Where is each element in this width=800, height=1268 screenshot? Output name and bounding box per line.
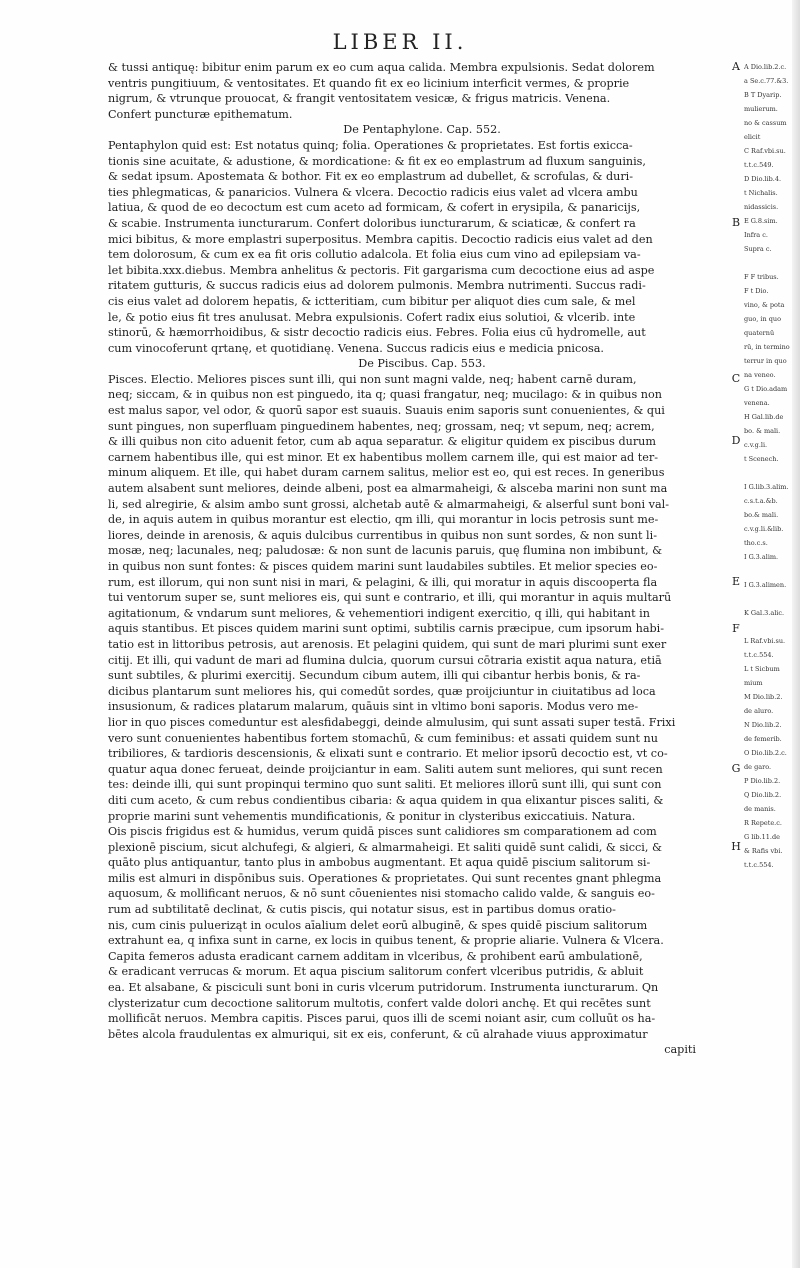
margin-note: t.t.c.549.: [744, 161, 774, 169]
margin-note: H Gal.lib.de: [744, 413, 784, 421]
text-line: & eradicant verrucas & morum. Et aqua piscium salitorum confert vlceribus putridis, & abluit: [108, 965, 644, 979]
margin-note: nidassicis.: [744, 203, 779, 211]
margin-note: bo. & mali.: [744, 427, 781, 435]
text-line: & sedat ipsum. Apostemata & bothor. Fit ex eo emplastrum ad dubellet, & scrofulas, & duri-: [108, 170, 634, 184]
text-line: milis est almuri in dispōnibus suis. Operationes & proprietates. Qui sunt recentes gnant phlegma: [108, 871, 662, 885]
margin-note: [744, 592, 796, 606]
margin-note: c.s.t.a.&b.: [744, 497, 778, 505]
margin-letter: C: [731, 372, 741, 385]
text-line: proprie marini sunt vehementis mundificationis, & ponitur in clysteribus exiccatiuis. Natura.: [108, 809, 636, 823]
margin-note: P Dio.lib.2.: [744, 777, 781, 785]
text-line: agitationum, & vndarum sunt meliores, & vehementiori indigent exercitio, q illi, qui habitant in: [108, 606, 650, 620]
margin-note: [744, 466, 796, 480]
text-line: Confert puncturæ epithematum.: [108, 107, 293, 121]
text-line: & scabie. Instrumenta iuncturarum. Confert doloribus iuncturarum, & sciaticæ, & confert ra: [108, 216, 636, 230]
margin-note: mulierum.: [744, 105, 778, 113]
text-line: cum vinocoferunt qrtanę, et quotidianę. Venena. Succus radicis eius e medicia pnicosa.: [108, 341, 604, 355]
text-line: carnem habentibus ille, qui est minor. Et ex habentibus mollem carnem ille, qui est maior ad ter-: [108, 450, 658, 464]
margin-note: rū, in termino: [744, 343, 790, 351]
margin-note: D Dio.lib.4.: [744, 175, 782, 183]
margin-note: t.t.c.554.: [744, 861, 774, 869]
margin-note: terrur in quo: [744, 357, 787, 365]
margin-note: t Scenech.: [744, 455, 779, 463]
margin-note: F t Dio.: [744, 287, 769, 295]
catchword: capiti: [664, 1043, 696, 1057]
margin-note: vino, & pota: [744, 301, 785, 309]
text-line: autem alsabent sunt meliores, deinde albeni, post ea almarmaheigi, & alsceba marini non sunt ma: [108, 482, 668, 496]
text-line: plexionē piscium, sicut alchufegi, & algieri, & almarmaheigi. Et saliti quidē sunt calidi, & sicci, &: [108, 840, 662, 854]
margin-note: M Dio.lib.2.: [744, 693, 783, 701]
margin-note: de aluro.: [744, 707, 774, 715]
margin-note: t Nichalis.: [744, 189, 778, 197]
margin-note: c.v.g.li.&lib.: [744, 525, 784, 533]
text-line: bētes alcola fraudulentas ex almuriqui, sit ex eis, conferunt, & cū alrahade viuus approximatur: [108, 1027, 648, 1041]
margin-note: Infra c.: [744, 231, 768, 239]
text-line: diti cum aceto, & cum rebus condientibus cibaria: & aqua quidem in qua elixantur pisces saliti, &: [108, 793, 664, 807]
text-line: rum ad subtilitatē declinat, & cutis piscis, qui notatur sisus, est in partibus domus oratio-: [108, 903, 616, 917]
margin-note: N Dio.lib.2.: [744, 721, 782, 729]
text-line: le, & potio eius fit tres anulusat. Mebra expulsionis. Cofert radix eius solutioi, & vlcerib. inte: [108, 310, 636, 324]
text-line: & tussi antiquę: bibitur enim parum ex eo cum aqua calida. Membra expulsionis. Sedat dolorem: [108, 61, 655, 74]
text-line: tem dolorosum, & cum ex ea fit oris collutio adalcola. Et folia eius cum vino ad epilepsiam va-: [108, 248, 641, 262]
text-line: quāto plus antiquantur, tanto plus in ambobus augmentant. Et aqua quidē piscium salitorum si-: [108, 856, 651, 870]
margin-note: venena.: [744, 399, 770, 407]
text-line: Pentaphylon quid est: Est notatus quinq; folia. Operationes & proprietates. Est fortis exicca-: [108, 138, 633, 152]
margin-note: & Rafis vbi.: [744, 847, 783, 855]
text-line: & illi quibus non cito aduenit fetor, cum ab aqua separatur. & eligitur quidem ex piscibus durum: [108, 435, 656, 449]
page-edge: [792, 0, 800, 1268]
margin-note: B T Dyarip.: [744, 91, 782, 99]
text-line: aquis stantibus. Et pisces quidem marini sunt optimi, subtilis carnis præcipue, cum ipsorum habi-: [108, 622, 665, 636]
text-line: latiua, & quod de eo decoctum est cum aceto ad formicam, & cofert in erysipila, & panaricijs,: [108, 201, 641, 215]
text-line: quatur aqua donec ferueat, deinde proijciantur in eam. Saliti autem sunt meliores, qui sunt recen: [108, 762, 663, 776]
margin-note: [744, 620, 796, 634]
text-line: tes: deinde illi, qui sunt propinqui termino quo sunt saliti. Et meliores illorū sunt illi, qui sunt con: [108, 778, 662, 792]
margin-letter: G: [731, 762, 741, 775]
text-line: li, sed alregirie, & alsim ambo sunt grossi, alchetab autē & almarmaheigi, & alserful sunt boni val-: [108, 497, 669, 511]
text-block: [108, 60, 736, 1058]
text-line: extrahunt ea, q infixa sunt in carne, ex locis in quibus tenent, & proprie aliarie. Vulnera & Vlcera.: [108, 934, 664, 948]
margin-note: no & cassum: [744, 119, 787, 127]
text-line: let bibita.xxx.diebus. Membra anhelitus & pectoris. Fit gargarisma cum decoctione eius ad aspe: [108, 263, 655, 277]
text-line: De Piscibus. Cap. 553.: [358, 357, 486, 371]
margin-letter: E: [731, 574, 741, 588]
margin-note: Supra c.: [744, 245, 772, 253]
margin-note: de femerib.: [744, 735, 782, 743]
text-line: de, in aquis autem in quibus morantur est electio, qm illi, qui morantur in locis petrosis sunt me-: [108, 513, 659, 527]
text-line: cis eius valet ad dolorem hepatis, & ictteritiam, cum bibitur per aliquot dies cum sale, & mel: [108, 294, 636, 308]
margin-note: tho.c.s.: [744, 539, 768, 547]
text-line: citij. Et illi, qui vadunt de mari ad flumina dulcia, quorum cursui cōtraria existit aqua natura, etiā: [108, 653, 662, 667]
text-line: insusionum, & radices platarum malarum, quāuis sint in vltimo boni saporis. Modus vero me-: [108, 700, 639, 714]
text-line: ties phlegmaticas, & panaricios. Vulnera & vlcera. Decoctio radicis eius valet ad vlcera ambu: [108, 185, 638, 199]
text-line: nigrum, & vtrunque prouocat, & frangit ventositatem vesicæ, & frigus matricis. Venena.: [108, 92, 611, 106]
text-line: rum, est illorum, qui non sunt nisi in mari, & pelagini, & illi, qui moratur in aquis discooperta fla: [108, 575, 658, 589]
margin-note: c.v.g.li.: [744, 441, 768, 449]
margin-notes: [744, 60, 796, 872]
margin-note: t.t.c.554.: [744, 651, 774, 659]
text-line: sunt subtiles, & plurimi exercitij. Secundum cibum autem, illi qui cibantur herbis bonis, & ra-: [108, 669, 641, 683]
margin-note: L Raf.vbi.su.: [744, 637, 786, 645]
text-line: aquosum, & mollificant neruos, & nō sunt cōuenientes nisi stomacho calido valde, & sanguis eo-: [108, 887, 655, 901]
text-line: tui ventorum super se, sunt meliores eis, qui sunt e contrario, et illi, qui morantur in aquis multarū: [108, 591, 672, 605]
text-line: neq; siccam, & in quibus non est pinguedo, ita q; quasi frangatur, neq; mucilago: & in quibus non: [108, 388, 662, 402]
margin-note: bo.& mali.: [744, 511, 779, 519]
text-line: tatio est in littoribus petrosis, aut arenosis. Et pelagini quidem, qui sunt de mari plurimi sunt exer: [108, 637, 667, 651]
text-line: Ois piscis frigidus est & humidus, verum quidā pisces sunt calidiores sm comparationem ad com: [108, 825, 657, 839]
text-line: liores, deinde in arenosis, & aquis dulcibus currentibus in quibus non sunt sordes, & non sunt li-: [108, 528, 657, 542]
text-line: est malus sapor, vel odor, & quorū sapor est suauis. Suauis enim saporis sunt conuenientes, & qui: [108, 404, 665, 418]
margin-note: a Se.c.77.&3.: [744, 77, 789, 85]
margin-note: na veneo.: [744, 371, 776, 379]
margin-note: L t Sicbum: [744, 665, 780, 673]
text-line: lior in quo pisces comeduntur est alesfidabeggi, deinde almulusim, qui sunt assati super testā. Frixi: [108, 715, 676, 729]
margin-letter: H: [731, 840, 741, 853]
margin-note: R Repete.c.: [744, 819, 782, 827]
margin-note: elicit: [744, 133, 761, 141]
margin-note: O Dio.lib.2.c.: [744, 749, 787, 757]
text-line: in quibus non sunt fontes: & pisces quidem marini sunt laudabiles subtiles. Et melior species eo-: [108, 560, 658, 573]
text-line: clysterizatur cum decoctione salitorum multotis, confert valde dolori anchę. Et qui recētes sunt: [108, 996, 651, 1010]
text-line: ea. Et alsabane, & pisciculi sunt boni in curis vlcerum putridorum. Instrumenta iuncturarum. Qn: [108, 981, 659, 995]
text-line: stinorū, & hæmorrhoidibus, & sistr decoctio radicis eius. Febres. Folia eius cū hydromelle, aut: [108, 326, 646, 340]
margin-note: C Raf.vbi.su.: [744, 147, 786, 155]
margin-note: de garo.: [744, 763, 772, 771]
margin-note: mium: [744, 679, 763, 687]
text-line: tionis sine acuitate, & adustione, & mordicatione: & fit ex eo emplastrum ad fluxum sanguinis,: [108, 154, 646, 168]
margin-note: G t Dio.adam: [744, 385, 788, 393]
margin-note: G lib.11.de: [744, 833, 780, 841]
margin-letter: D: [731, 434, 741, 448]
margin-note: [744, 256, 796, 270]
margin-note: A Dio.lib.2.c.: [744, 63, 787, 71]
text-line: De Pentaphylone. Cap. 552.: [343, 123, 501, 137]
margin-note: [744, 564, 796, 578]
margin-note: de manis.: [744, 805, 776, 813]
text-line: dicibus plantarum sunt meliores his, qui comedūt sordes, quæ proijciuntur in ciuitatibus ad loca: [108, 684, 656, 698]
text-line: sunt pingues, non superfluam pinguedinem habentes, neq; grossam, neq; vt sepum, neq; acrem,: [108, 419, 655, 433]
margin-letter: B: [731, 216, 741, 229]
margin-note: F F tribus.: [744, 273, 779, 281]
margin-note: quaternū: [744, 329, 775, 337]
margin-note: K Gal.3.alic.: [744, 609, 785, 617]
text-line: tribiliores, & tardioris descensionis, & elixati sunt e contrario. Et melior ipsorū decoctio est, vt co-: [108, 747, 668, 761]
text-line: nis, cum cinis pulueriząt in oculos aīalium delet eorū albuginē, & spes quidē piscium salitorum: [108, 918, 648, 932]
text-line: ventris pungitiuum, & ventositates. Et quando fit ex eo licinium interficit vermes, & proprie: [108, 76, 630, 90]
margin-note: E G.8.sim.: [744, 217, 778, 225]
text-line: mici bibitus, & more emplastri superpositus. Membra capitis. Decoctio radicis eius valet ad den: [108, 232, 653, 246]
margin-note: Q Dio.lib.2.: [744, 791, 782, 799]
margin-note: I G.3.alim.: [744, 553, 779, 561]
margin-note: I G.lib.3.alim.: [744, 483, 789, 491]
text-line: ritatem gutturis, & succus radicis eius ad dolorem pulmonis. Membra nutrimenti. Succus radi-: [108, 279, 646, 293]
running-head: LIBER II.: [332, 30, 468, 54]
text-line: mosæ, neq; lacunales, neq; paludosæ: & non sunt de lacunis paruis, quę flumina non imbibunt, &: [108, 544, 663, 558]
margin-note: I G.3.alimen.: [744, 581, 787, 589]
margin-letter: F: [732, 621, 740, 635]
margin-letter: A: [732, 60, 740, 73]
text-line: mollificāt neruos. Membra capitis. Pisces parui, quos illi de scemi noiant asir, cum colluūt os ha-: [108, 1012, 656, 1026]
text-line: vero sunt conuenientes habentibus fortem stomachū, & cum feminibus: et assati quidem sunt nu: [108, 731, 658, 745]
text-line: Capita femeros adusta eradicant carnem additam in vlceribus, & prohibent earū ambulationē,: [108, 949, 643, 963]
margin-note: guo, in quo: [744, 315, 781, 323]
text-line: minum aliquem. Et ille, qui habet duram carnem salitus, melior est eo, qui est reces. In generibus: [108, 466, 665, 480]
text-line: Pisces. Electio. Meliores pisces sunt illi, qui non sunt magni valde, neq; habent carnē duram,: [108, 372, 637, 386]
